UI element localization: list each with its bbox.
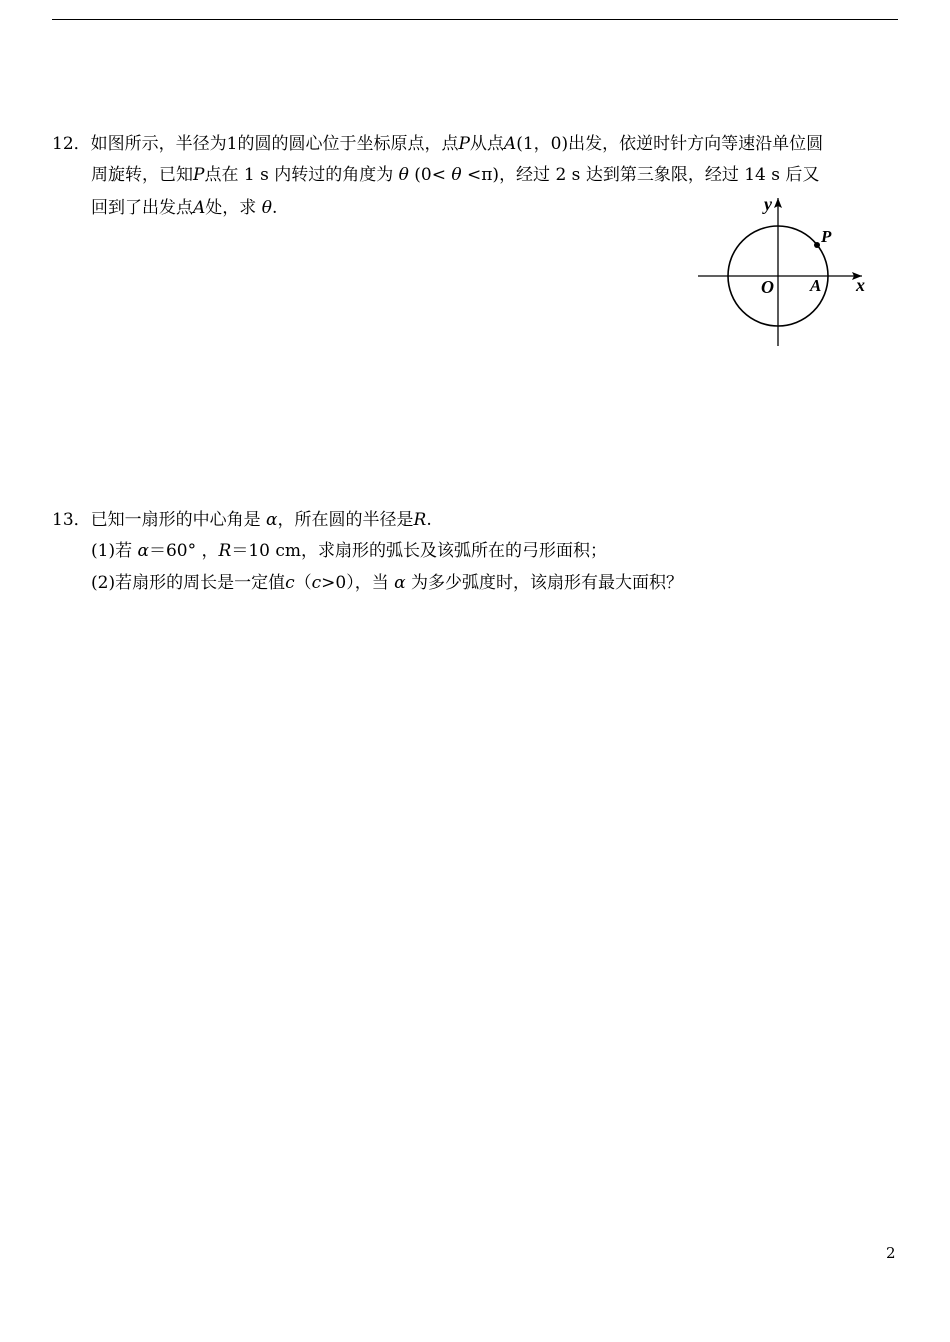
x-axis-label: x — [856, 275, 865, 295]
header-rule — [52, 19, 898, 20]
problem-13-line-2: (1)若 α＝60° ，R＝10 cm，求扇形的弧长及该弧所在的弓形面积； — [91, 541, 608, 561]
origin-label: O — [761, 277, 774, 297]
point-p-label: P — [821, 227, 832, 246]
problem-13-line-3: (2)若扇形的周长是一定值c（c>0），当 α 为多少弧度时，该扇形有最大面积？ — [91, 573, 684, 593]
point-p-dot — [814, 242, 820, 248]
point-a-label: A — [810, 276, 822, 295]
problem-12-line-1: 12．如图所示，半径为1的圆的圆心位于坐标原点，点P从点A(1，0)出发，依逆时针方向等速沿单位圆 — [52, 134, 824, 154]
page-number: 2 — [886, 1244, 896, 1262]
y-axis-label: y — [764, 194, 772, 214]
problem-13-line-1: 13．已知一扇形的中心角是 α，所在圆的半径是R. — [52, 510, 432, 530]
unit-circle-figure — [694, 192, 874, 352]
problem-12-line-3: 回到了出发点A处，求 θ. — [91, 198, 278, 218]
problem-12-line-2: 周旋转，已知P点在 1 s 内转过的角度为 θ (0< θ <π)，经过 2 s 达到第三象限，经过 14 s 后又 — [91, 165, 820, 185]
